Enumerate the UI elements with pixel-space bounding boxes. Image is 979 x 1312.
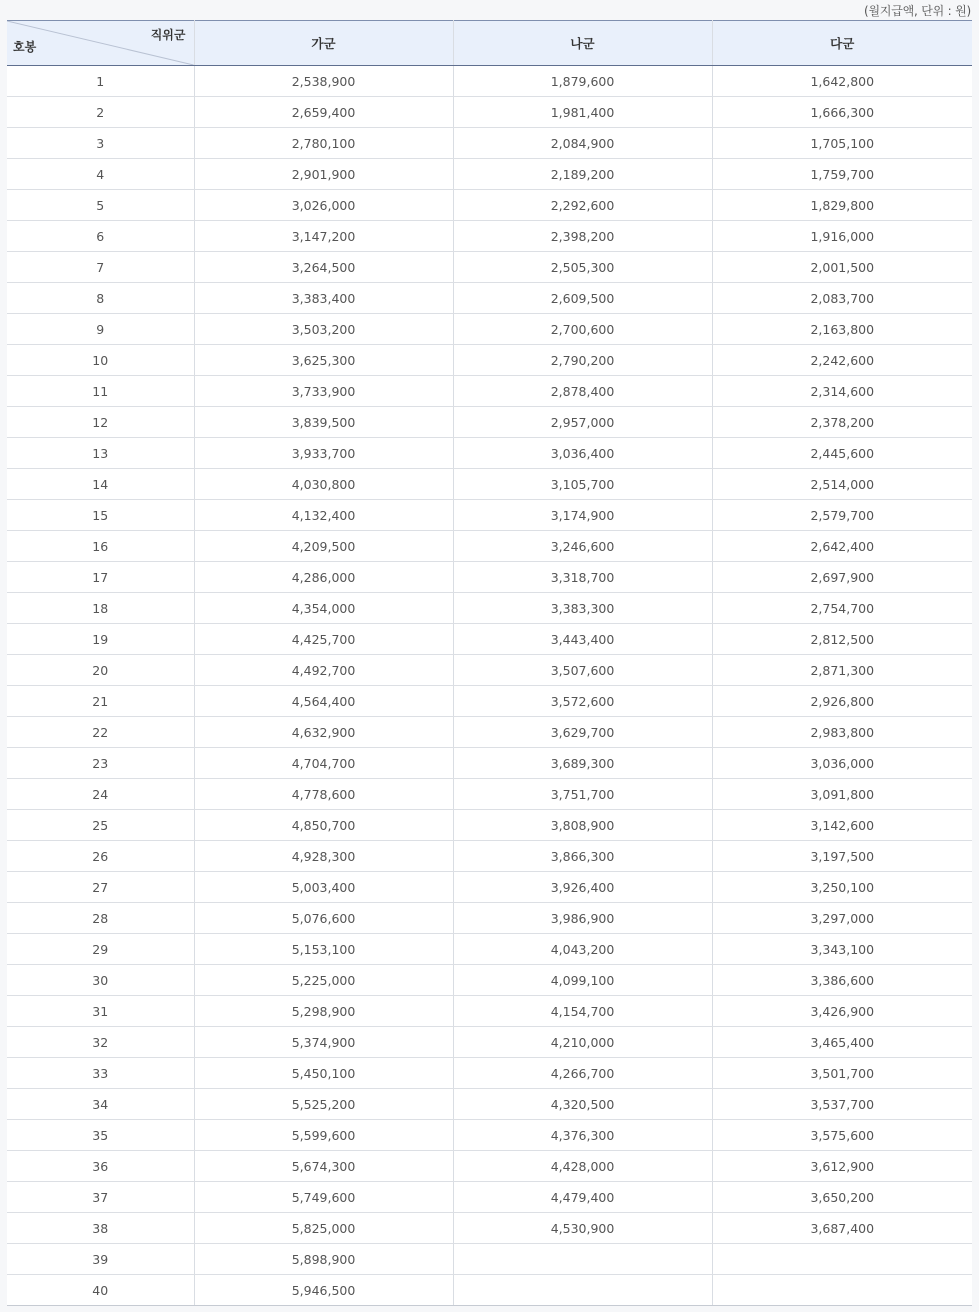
ga-value-cell: 4,778,600 xyxy=(194,779,453,810)
da-value-cell: 3,091,800 xyxy=(712,779,972,810)
na-value-cell: 3,926,400 xyxy=(453,872,712,903)
step-cell: 12 xyxy=(7,407,194,438)
ga-value-cell: 3,839,500 xyxy=(194,407,453,438)
table-row xyxy=(7,283,972,314)
na-value-cell: 2,790,200 xyxy=(453,345,712,376)
da-value-cell xyxy=(712,1275,972,1306)
table-row xyxy=(7,1120,972,1151)
da-value-cell: 2,983,800 xyxy=(712,717,972,748)
table-row xyxy=(7,934,972,965)
step-cell: 17 xyxy=(7,562,194,593)
table-row xyxy=(7,97,972,128)
table-row xyxy=(7,841,972,872)
step-cell: 35 xyxy=(7,1120,194,1151)
ga-value-cell: 4,928,300 xyxy=(194,841,453,872)
step-cell: 32 xyxy=(7,1027,194,1058)
table-row xyxy=(7,345,972,376)
da-value-cell: 2,314,600 xyxy=(712,376,972,407)
da-value-cell: 1,829,800 xyxy=(712,190,972,221)
ga-value-cell: 2,780,100 xyxy=(194,128,453,159)
table-row xyxy=(7,872,972,903)
ga-value-cell: 3,147,200 xyxy=(194,221,453,252)
ga-value-cell: 3,625,300 xyxy=(194,345,453,376)
na-value-cell: 2,957,000 xyxy=(453,407,712,438)
na-value-cell xyxy=(453,1275,712,1306)
table-row xyxy=(7,190,972,221)
position-group-label: 직위군 xyxy=(150,28,186,42)
ga-value-cell: 5,825,000 xyxy=(194,1213,453,1244)
step-cell: 24 xyxy=(7,779,194,810)
step-cell: 28 xyxy=(7,903,194,934)
step-cell: 21 xyxy=(7,686,194,717)
ga-value-cell: 3,026,000 xyxy=(194,190,453,221)
da-value-cell: 3,575,600 xyxy=(712,1120,972,1151)
da-value-cell: 3,426,900 xyxy=(712,996,972,1027)
da-value-cell: 3,250,100 xyxy=(712,872,972,903)
table-row xyxy=(7,1275,972,1306)
ga-value-cell: 2,659,400 xyxy=(194,97,453,128)
na-value-cell: 3,383,300 xyxy=(453,593,712,624)
na-value-cell: 2,398,200 xyxy=(453,221,712,252)
na-value-cell: 3,751,700 xyxy=(453,779,712,810)
da-value-cell: 2,642,400 xyxy=(712,531,972,562)
step-cell: 34 xyxy=(7,1089,194,1120)
table-row xyxy=(7,159,972,190)
na-value-cell: 3,689,300 xyxy=(453,748,712,779)
ga-value-cell: 5,525,200 xyxy=(194,1089,453,1120)
step-cell: 16 xyxy=(7,531,194,562)
na-value-cell: 4,099,100 xyxy=(453,965,712,996)
na-value-cell: 3,246,600 xyxy=(453,531,712,562)
da-value-cell: 1,916,000 xyxy=(712,221,972,252)
column-header-na: 나군 xyxy=(453,21,712,66)
step-cell: 26 xyxy=(7,841,194,872)
table-row xyxy=(7,376,972,407)
ga-value-cell: 5,153,100 xyxy=(194,934,453,965)
na-value-cell: 3,174,900 xyxy=(453,500,712,531)
da-value-cell: 2,163,800 xyxy=(712,314,972,345)
da-value-cell: 2,242,600 xyxy=(712,345,972,376)
da-value-cell: 2,697,900 xyxy=(712,562,972,593)
da-value-cell: 2,001,500 xyxy=(712,252,972,283)
ga-value-cell: 3,933,700 xyxy=(194,438,453,469)
na-value-cell: 2,189,200 xyxy=(453,159,712,190)
column-header-ga: 가군 xyxy=(194,21,453,66)
da-value-cell: 2,754,700 xyxy=(712,593,972,624)
na-value-cell: 2,292,600 xyxy=(453,190,712,221)
table-row xyxy=(7,903,972,934)
na-value-cell: 3,866,300 xyxy=(453,841,712,872)
na-value-cell: 3,808,900 xyxy=(453,810,712,841)
da-value-cell: 3,687,400 xyxy=(712,1213,972,1244)
na-value-cell: 4,266,700 xyxy=(453,1058,712,1089)
na-value-cell: 2,505,300 xyxy=(453,252,712,283)
corner-header-cell xyxy=(7,21,194,66)
table-row xyxy=(7,221,972,252)
step-cell: 11 xyxy=(7,376,194,407)
table-row xyxy=(7,717,972,748)
table-row xyxy=(7,1213,972,1244)
ga-value-cell: 2,901,900 xyxy=(194,159,453,190)
na-value-cell: 2,878,400 xyxy=(453,376,712,407)
table-row xyxy=(7,624,972,655)
ga-value-cell: 5,946,500 xyxy=(194,1275,453,1306)
step-cell: 19 xyxy=(7,624,194,655)
ga-value-cell: 4,209,500 xyxy=(194,531,453,562)
da-value-cell: 2,514,000 xyxy=(712,469,972,500)
na-value-cell: 4,210,000 xyxy=(453,1027,712,1058)
table-row xyxy=(7,996,972,1027)
table-row xyxy=(7,965,972,996)
ga-value-cell: 4,632,900 xyxy=(194,717,453,748)
step-cell: 33 xyxy=(7,1058,194,1089)
step-cell: 18 xyxy=(7,593,194,624)
ga-value-cell: 4,850,700 xyxy=(194,810,453,841)
table-row xyxy=(7,779,972,810)
salary-table xyxy=(7,20,972,1306)
table-row xyxy=(7,748,972,779)
ga-value-cell: 4,492,700 xyxy=(194,655,453,686)
step-cell: 9 xyxy=(7,314,194,345)
table-row xyxy=(7,1151,972,1182)
da-value-cell: 2,378,200 xyxy=(712,407,972,438)
table-row xyxy=(7,531,972,562)
ga-value-cell: 4,030,800 xyxy=(194,469,453,500)
table-row xyxy=(7,314,972,345)
step-cell: 14 xyxy=(7,469,194,500)
ga-value-cell: 4,354,000 xyxy=(194,593,453,624)
ga-value-cell: 4,132,400 xyxy=(194,500,453,531)
da-value-cell: 3,142,600 xyxy=(712,810,972,841)
da-value-cell: 3,501,700 xyxy=(712,1058,972,1089)
step-cell: 38 xyxy=(7,1213,194,1244)
da-value-cell: 2,871,300 xyxy=(712,655,972,686)
step-cell: 3 xyxy=(7,128,194,159)
ga-value-cell: 5,076,600 xyxy=(194,903,453,934)
table-row xyxy=(7,1089,972,1120)
ga-value-cell: 4,564,400 xyxy=(194,686,453,717)
ga-value-cell: 4,286,000 xyxy=(194,562,453,593)
na-value-cell: 3,318,700 xyxy=(453,562,712,593)
da-value-cell: 2,083,700 xyxy=(712,283,972,314)
step-cell: 10 xyxy=(7,345,194,376)
step-cell: 40 xyxy=(7,1275,194,1306)
step-cell: 36 xyxy=(7,1151,194,1182)
step-cell: 29 xyxy=(7,934,194,965)
table-row xyxy=(7,500,972,531)
da-value-cell: 3,036,000 xyxy=(712,748,972,779)
ga-value-cell: 3,383,400 xyxy=(194,283,453,314)
da-value-cell: 3,386,600 xyxy=(712,965,972,996)
step-cell: 22 xyxy=(7,717,194,748)
da-value-cell xyxy=(712,1244,972,1275)
na-value-cell: 4,530,900 xyxy=(453,1213,712,1244)
table-row xyxy=(7,407,972,438)
step-cell: 6 xyxy=(7,221,194,252)
da-value-cell: 3,650,200 xyxy=(712,1182,972,1213)
unit-note: (월지급액, 단위 : 원) xyxy=(863,4,971,18)
da-value-cell: 3,197,500 xyxy=(712,841,972,872)
table-row xyxy=(7,66,972,97)
table-row xyxy=(7,810,972,841)
step-cell: 7 xyxy=(7,252,194,283)
da-value-cell: 3,343,100 xyxy=(712,934,972,965)
step-cell: 1 xyxy=(7,66,194,97)
na-value-cell: 3,105,700 xyxy=(453,469,712,500)
na-value-cell: 3,572,600 xyxy=(453,686,712,717)
da-value-cell: 2,926,800 xyxy=(712,686,972,717)
table-row xyxy=(7,1182,972,1213)
table-row xyxy=(7,1027,972,1058)
na-value-cell xyxy=(453,1244,712,1275)
step-cell: 37 xyxy=(7,1182,194,1213)
ga-value-cell: 3,264,500 xyxy=(194,252,453,283)
table-body xyxy=(7,66,972,1306)
na-value-cell: 4,479,400 xyxy=(453,1182,712,1213)
step-cell: 5 xyxy=(7,190,194,221)
step-cell: 31 xyxy=(7,996,194,1027)
da-value-cell: 3,612,900 xyxy=(712,1151,972,1182)
na-value-cell: 2,609,500 xyxy=(453,283,712,314)
ga-value-cell: 2,538,900 xyxy=(194,66,453,97)
table-row xyxy=(7,686,972,717)
na-value-cell: 2,700,600 xyxy=(453,314,712,345)
da-value-cell: 1,759,700 xyxy=(712,159,972,190)
step-cell: 15 xyxy=(7,500,194,531)
na-value-cell: 3,629,700 xyxy=(453,717,712,748)
na-value-cell: 4,320,500 xyxy=(453,1089,712,1120)
step-cell: 30 xyxy=(7,965,194,996)
column-header-da: 다군 xyxy=(712,21,972,66)
table-row xyxy=(7,562,972,593)
ga-value-cell: 5,599,600 xyxy=(194,1120,453,1151)
table-row xyxy=(7,128,972,159)
ga-value-cell: 3,733,900 xyxy=(194,376,453,407)
na-value-cell: 4,376,300 xyxy=(453,1120,712,1151)
da-value-cell: 3,297,000 xyxy=(712,903,972,934)
ga-value-cell: 5,898,900 xyxy=(194,1244,453,1275)
da-value-cell: 2,445,600 xyxy=(712,438,972,469)
table-row xyxy=(7,593,972,624)
na-value-cell: 4,428,000 xyxy=(453,1151,712,1182)
header-row xyxy=(7,21,972,66)
ga-value-cell: 5,450,100 xyxy=(194,1058,453,1089)
ga-value-cell: 5,003,400 xyxy=(194,872,453,903)
ga-value-cell: 5,374,900 xyxy=(194,1027,453,1058)
step-cell: 8 xyxy=(7,283,194,314)
da-value-cell: 3,465,400 xyxy=(712,1027,972,1058)
table-row xyxy=(7,438,972,469)
table-row xyxy=(7,252,972,283)
step-cell: 27 xyxy=(7,872,194,903)
da-value-cell: 1,666,300 xyxy=(712,97,972,128)
na-value-cell: 4,154,700 xyxy=(453,996,712,1027)
ga-value-cell: 5,749,600 xyxy=(194,1182,453,1213)
na-value-cell: 2,084,900 xyxy=(453,128,712,159)
step-cell: 20 xyxy=(7,655,194,686)
da-value-cell: 1,642,800 xyxy=(712,66,972,97)
table-row xyxy=(7,1244,972,1275)
table-row xyxy=(7,469,972,500)
da-value-cell: 3,537,700 xyxy=(712,1089,972,1120)
step-cell: 39 xyxy=(7,1244,194,1275)
na-value-cell: 3,507,600 xyxy=(453,655,712,686)
ga-value-cell: 5,298,900 xyxy=(194,996,453,1027)
na-value-cell: 4,043,200 xyxy=(453,934,712,965)
table-row xyxy=(7,655,972,686)
na-value-cell: 3,443,400 xyxy=(453,624,712,655)
step-cell: 2 xyxy=(7,97,194,128)
ga-value-cell: 3,503,200 xyxy=(194,314,453,345)
grade-step-label: 호봉 xyxy=(13,40,37,54)
step-cell: 13 xyxy=(7,438,194,469)
na-value-cell: 1,879,600 xyxy=(453,66,712,97)
na-value-cell: 1,981,400 xyxy=(453,97,712,128)
ga-value-cell: 4,425,700 xyxy=(194,624,453,655)
step-cell: 23 xyxy=(7,748,194,779)
ga-value-cell: 5,674,300 xyxy=(194,1151,453,1182)
table-row xyxy=(7,1058,972,1089)
ga-value-cell: 5,225,000 xyxy=(194,965,453,996)
da-value-cell: 1,705,100 xyxy=(712,128,972,159)
na-value-cell: 3,986,900 xyxy=(453,903,712,934)
na-value-cell: 3,036,400 xyxy=(453,438,712,469)
da-value-cell: 2,579,700 xyxy=(712,500,972,531)
ga-value-cell: 4,704,700 xyxy=(194,748,453,779)
da-value-cell: 2,812,500 xyxy=(712,624,972,655)
step-cell: 25 xyxy=(7,810,194,841)
step-cell: 4 xyxy=(7,159,194,190)
